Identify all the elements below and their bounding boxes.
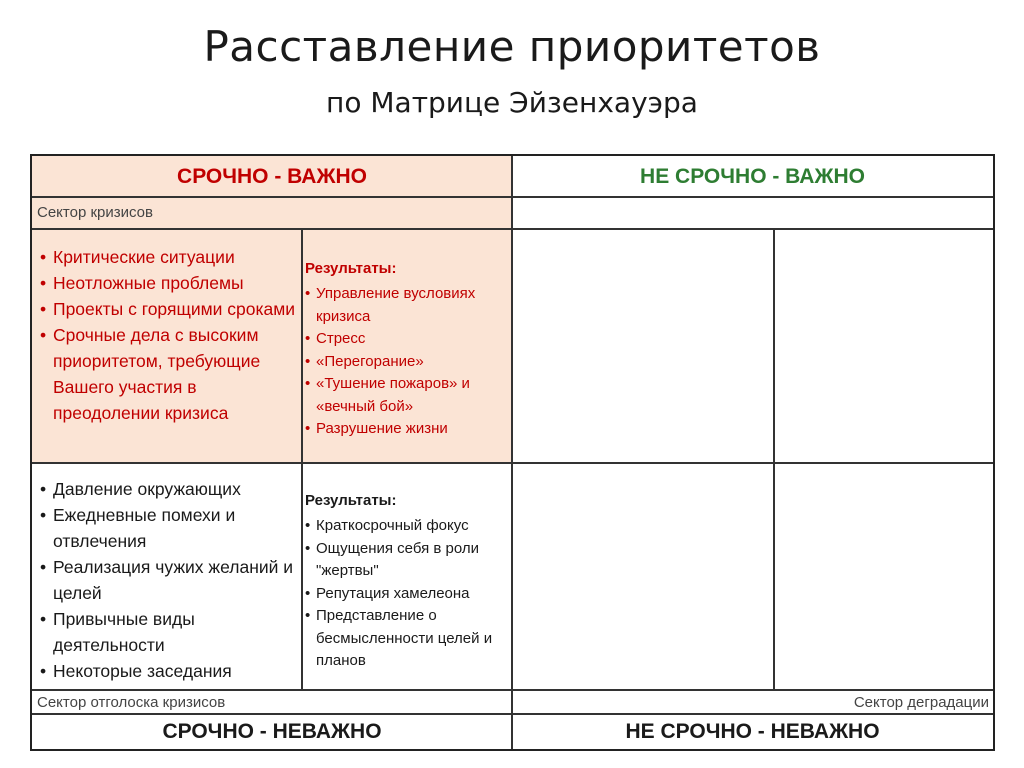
list-item: • Представление о бесмысленности целей и планов (305, 605, 510, 673)
sector-crises-label: Сектор кризисов (37, 204, 153, 221)
divider-line (32, 462, 993, 464)
divider-line (773, 229, 775, 690)
list-item: • Реализация чужих желаний и целей (40, 554, 302, 606)
divider-line (32, 196, 993, 198)
list-item: • «Перегорание» (305, 351, 510, 374)
q1-heading: СРОЧНО - ВАЖНО (177, 164, 367, 188)
list-item: • Ощущения себя в роли "жертвы" (305, 538, 510, 583)
list-item: • Краткосрочный фокус (305, 515, 510, 538)
q3-results (305, 491, 510, 673)
q3-heading: СРОЧНО - НЕВАЖНО (162, 719, 382, 743)
list-item: • Управление вусловиях кризиса (305, 283, 510, 328)
divider-line (32, 713, 993, 715)
divider-line (32, 228, 993, 230)
results-title: Результаты: (305, 492, 397, 509)
results-title: Результаты: (305, 260, 397, 277)
q4-heading: НЕ СРОЧНО - НЕВАЖНО (625, 719, 880, 743)
q1-results (305, 259, 510, 441)
list-item: • Репутация хамелеона (305, 583, 510, 606)
list-item: • Разрушение жизни (305, 418, 510, 441)
list-item: • «Тушение пожаров» и «вечный бой» (305, 373, 510, 418)
list-item: • Критические ситуации (40, 244, 302, 270)
list-item: • Срочные дела с высоким приоритетом, требующие Вашего участия в преодолении кризиса (40, 322, 302, 426)
list-item: • Ежедневные помехи и отвлечения (40, 502, 302, 554)
eisenhower-matrix (30, 154, 995, 751)
list-item: • Проекты с горящими сроками (40, 296, 302, 322)
page-title: Расставление приоритетов (203, 22, 821, 71)
list-item: • Некоторые заседания (40, 658, 302, 684)
sector-degradation-label: Сектор деградации (853, 693, 989, 711)
list-item: • Привычные виды деятельности (40, 606, 302, 658)
center-divider (511, 156, 513, 749)
divider-line (301, 229, 303, 690)
page-subtitle: по Матрице Эйзенхауэра (326, 86, 698, 119)
q1-items (40, 244, 302, 426)
q2-heading: НЕ СРОЧНО - ВАЖНО (640, 164, 865, 188)
list-item: • Стресс (305, 328, 510, 351)
q3-items (40, 476, 302, 684)
list-item: • Давление окружающих (40, 476, 302, 502)
list-item: • Неотложные проблемы (40, 270, 302, 296)
sector-echo-label: Сектор отголоска кризисов (37, 693, 226, 711)
divider-line (32, 689, 993, 691)
